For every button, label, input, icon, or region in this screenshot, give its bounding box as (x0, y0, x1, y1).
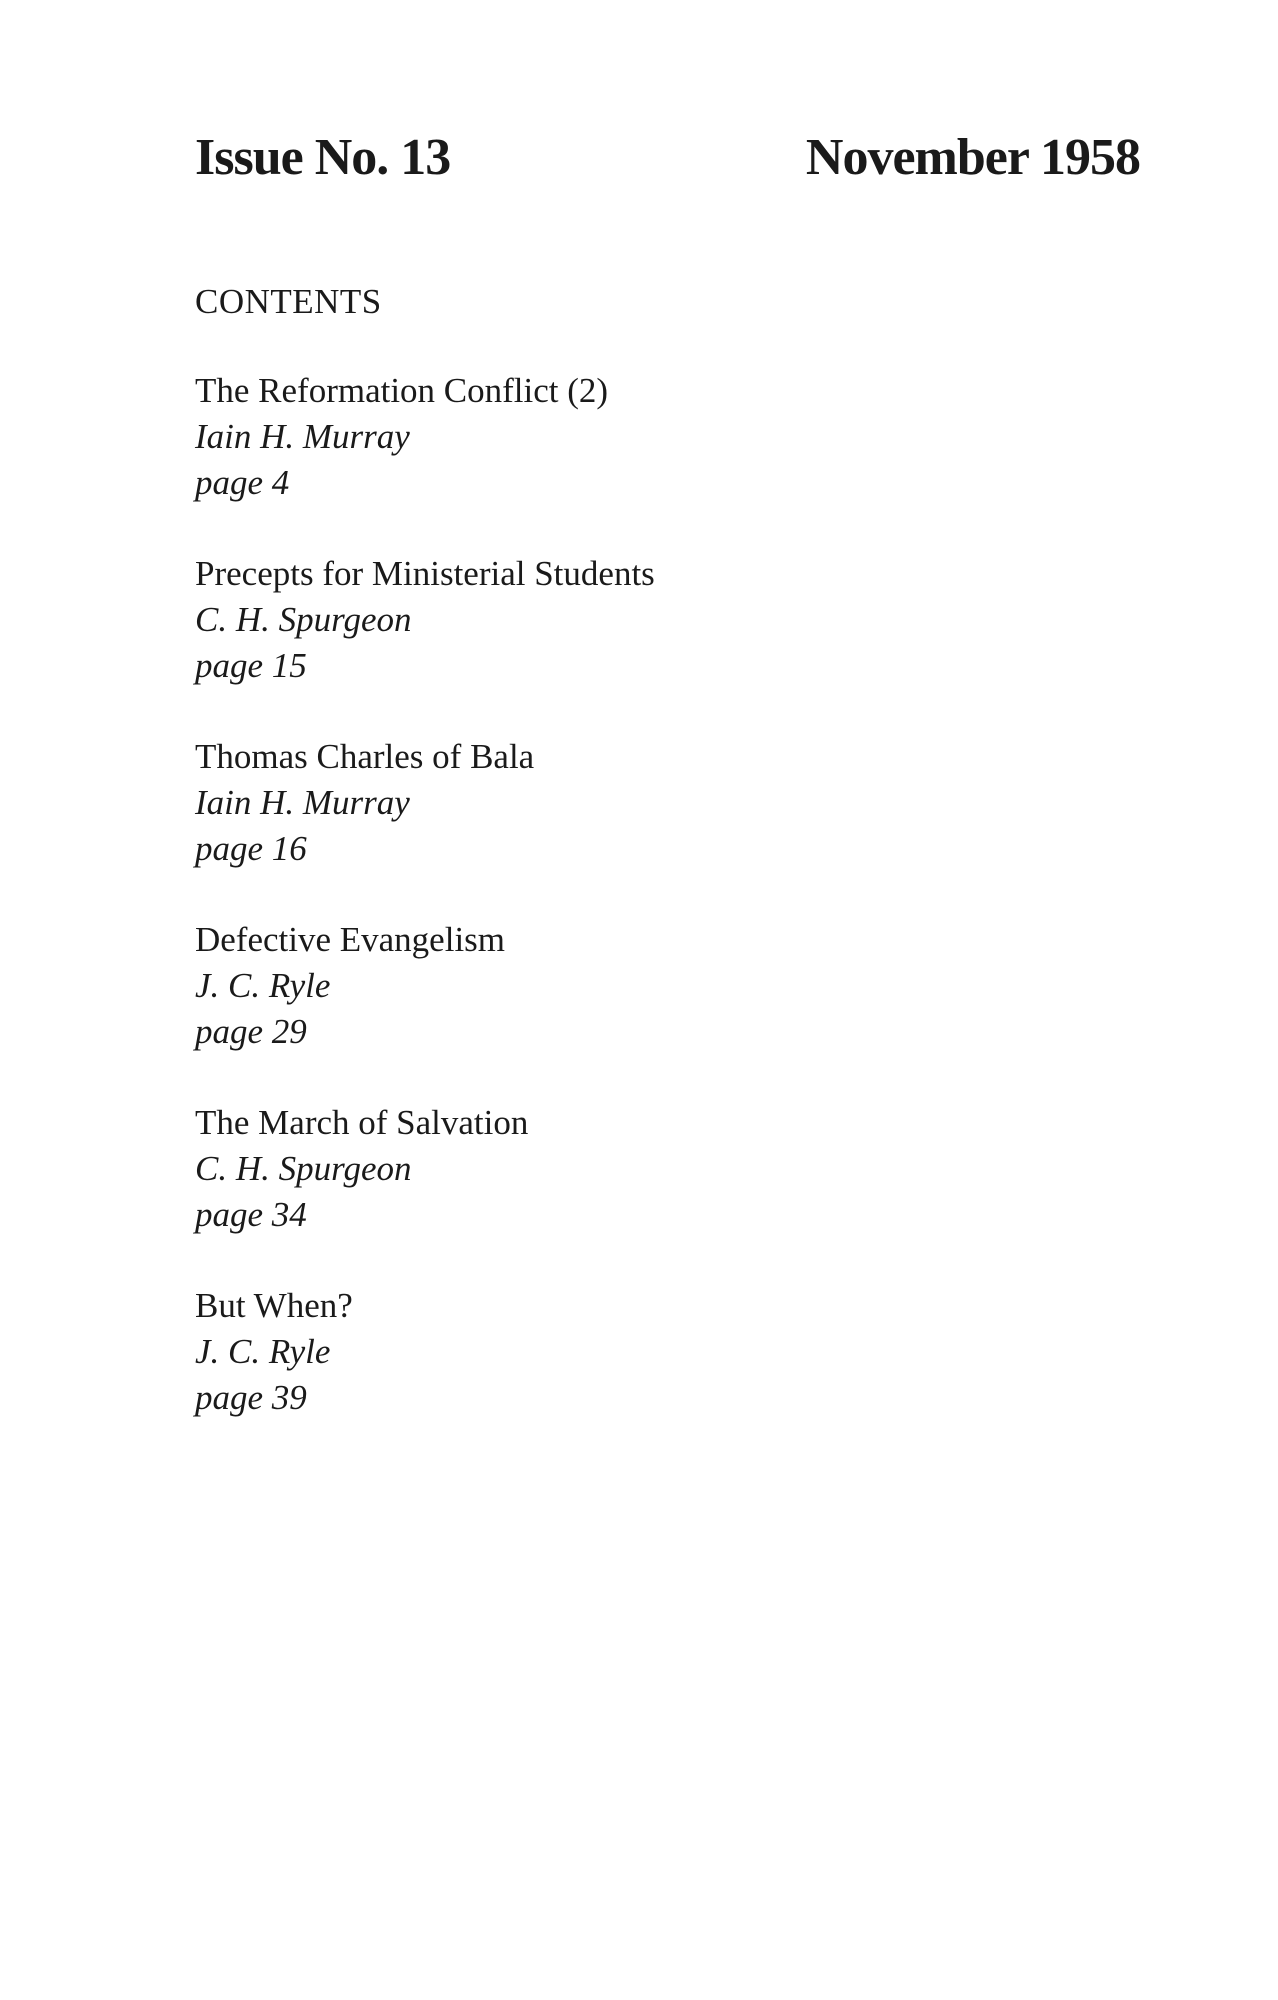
article-page: page 16 (195, 829, 307, 868)
article-author: J. C. Ryle (195, 1332, 331, 1371)
article-page: page 4 (195, 463, 290, 502)
article-title: Thomas Charles of Bala (195, 737, 535, 776)
article-title: The Reformation Conflict (2) (195, 371, 609, 410)
article-title: Precepts for Ministerial Students (195, 554, 655, 593)
article-author: J. C. Ryle (195, 966, 331, 1005)
toc-entry (195, 734, 655, 917)
toc-entry (195, 917, 655, 1100)
article-author: C. H. Spurgeon (195, 600, 412, 639)
toc-entry (195, 1283, 655, 1466)
contents-heading: CONTENTS (195, 282, 382, 321)
article-title: But When? (195, 1286, 353, 1325)
table-of-contents (195, 368, 655, 1466)
toc-entry (195, 368, 655, 551)
article-author: Iain H. Murray (195, 417, 410, 456)
article-page: page 15 (195, 646, 307, 685)
issue-date: November 1958 (805, 129, 1140, 186)
toc-entry (195, 551, 655, 734)
article-author: Iain H. Murray (195, 783, 410, 822)
toc-entry (195, 1100, 655, 1283)
article-title: Defective Evangelism (195, 920, 506, 959)
article-page: page 29 (195, 1012, 307, 1051)
article-title: The March of Salvation (195, 1103, 529, 1142)
article-page: page 39 (195, 1378, 307, 1417)
article-page: page 34 (195, 1195, 307, 1234)
issue-number: Issue No. 13 (195, 129, 451, 186)
issue-header (195, 128, 1140, 187)
article-author: C. H. Spurgeon (195, 1149, 412, 1188)
